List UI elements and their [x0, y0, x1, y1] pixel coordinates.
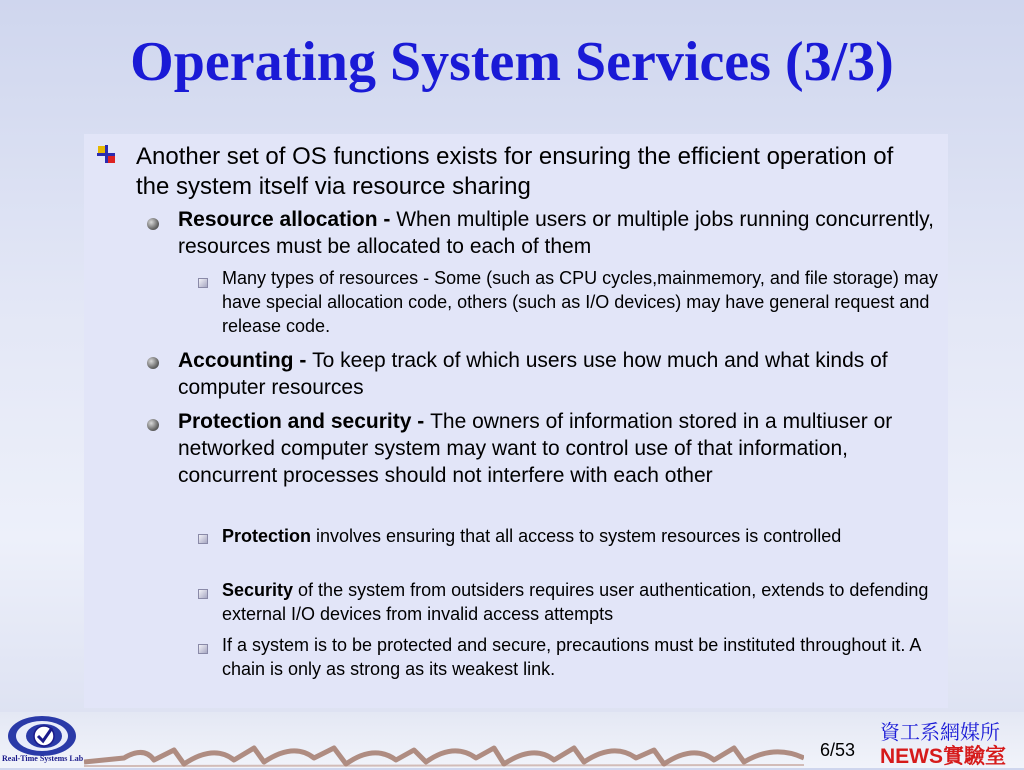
square-bullet-icon [198, 278, 208, 288]
square-bullet-icon [198, 644, 208, 654]
text-protection-security: The owners of information stored in a multiuser or networked computer system may want to control use of that information, concurrent processes should not interfere with each other [178, 410, 893, 487]
bullet-protection-security [178, 408, 938, 489]
logo-caption: Real-Time Systems Lab [2, 754, 84, 763]
page-current: 6 [820, 740, 831, 760]
sub-bullet-security [222, 578, 942, 626]
round-bullet-icon [147, 218, 159, 230]
text-protection: involves ensuring that all access to system resources is controlled [311, 526, 842, 546]
square-bullet-icon [198, 534, 208, 544]
term-protection: Protection [222, 526, 312, 546]
bullet-resource-allocation [178, 206, 938, 260]
lab-name-line1: 資工系網媒所 [880, 722, 1000, 744]
text-accounting: To keep track of which users use how much and what kinds of computer resources [178, 349, 888, 399]
text-resource-types: Many types of resources - Some (such as CPU cycles,mainmemory, and file storage) may have special allocation code, others (such as I/O devices) may have general request and release code. [222, 268, 938, 336]
lab-name-line2 [880, 740, 1006, 770]
text-resource-allocation: When multiple users or multiple jobs running concurrently, resources must be allocated to each of them [178, 208, 934, 258]
term-protection-security: Protection and security - [178, 410, 431, 433]
term-resource-allocation: Resource allocation - [178, 208, 397, 231]
round-bullet-icon [147, 419, 159, 431]
text-security: of the system from outsiders requires user authentication, extends to defending external I/O devices from invalid access attempts [222, 580, 929, 624]
sub-bullet-chain [222, 633, 942, 681]
lab-news: NEWS [880, 745, 943, 768]
page-number [820, 740, 855, 761]
term-security: Security [222, 580, 294, 600]
slide-title: Operating System Services (3/3) [130, 31, 894, 93]
sub-bullet-protection [222, 524, 942, 548]
sub-bullet-resource-types [222, 266, 942, 338]
bullet-main-text: Another set of OS functions exists for ensuring the efficient operation of the system itself via resource sharing [136, 143, 894, 200]
page-total: /53 [830, 740, 856, 760]
flag-bullet-icon [96, 144, 116, 164]
square-bullet-icon [198, 589, 208, 599]
round-bullet-icon [147, 357, 159, 369]
bullet-accounting [178, 347, 938, 401]
text-chain: If a system is to be protected and secure, precautions must be instituted throughout it. A chain is only as strong as its weakest link. [222, 635, 921, 679]
term-accounting: Accounting - [178, 349, 313, 372]
decorative-border [84, 738, 804, 768]
content-panel [84, 134, 948, 708]
lab-rest: 實驗室 [943, 745, 1006, 768]
bullet-main [136, 142, 916, 202]
